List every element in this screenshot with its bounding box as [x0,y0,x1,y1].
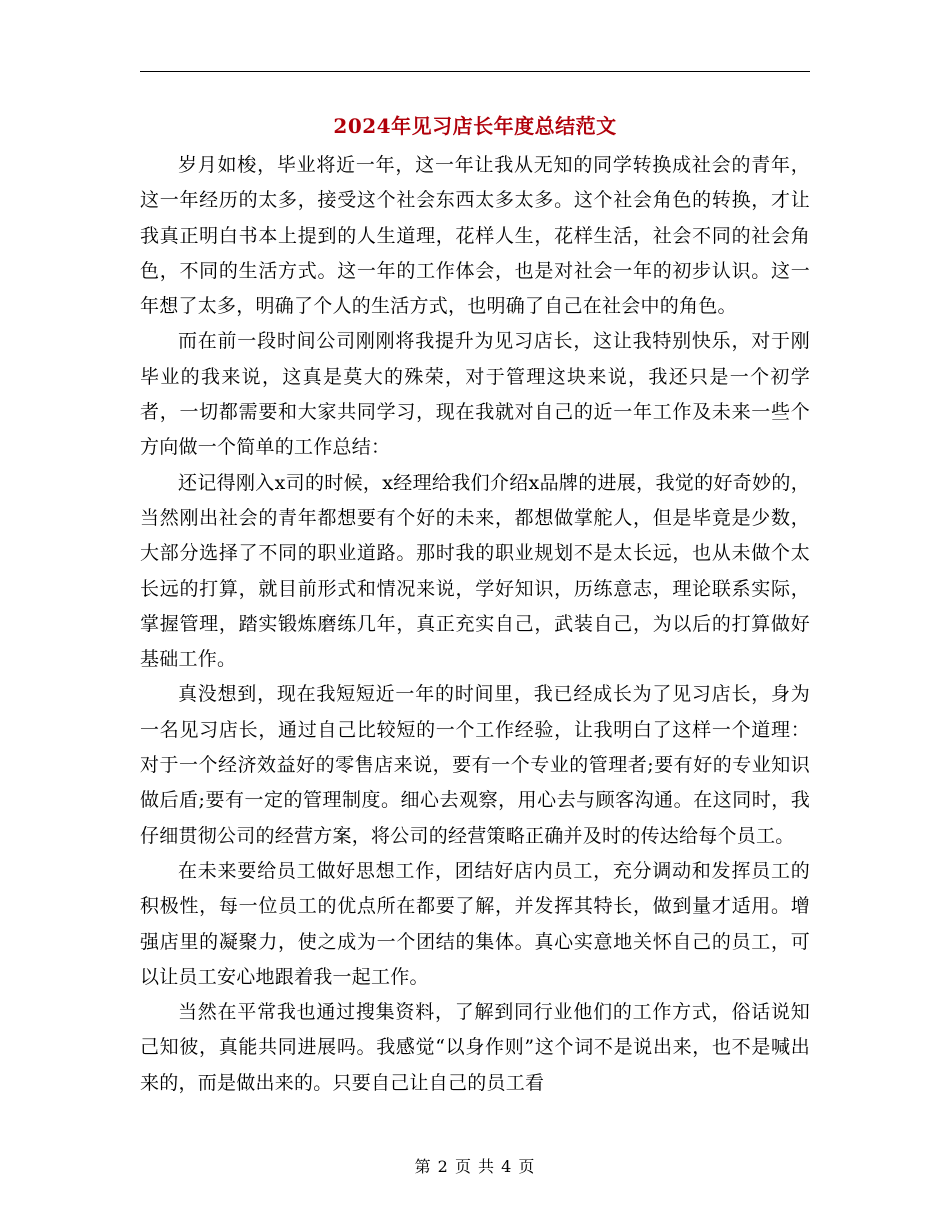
paragraph-2: 而在前一段时间公司刚刚将我提升为见习店长，这让我特别快乐，对于刚毕业的我来说，这真是莫大的殊荣，对于管理这块来说，我还只是一个初学者，一切都需要和大家共同学习，现在我就对自己的近一年工作及未来一些个方向做一个简单的工作总结： [140,330,810,459]
page-footer: 第 2 页 共 4 页 [414,1157,536,1176]
paragraph-6: 当然在平常我也通过搜集资料，了解到同行业他们的工作方式，俗话说知己知彼，真能共同进展吗。我感觉“以身作则”这个词不是说出来，也不是喊出来的，而是做出来的。只要自己让自己的员工看 [140,1001,810,1094]
paragraph-5: 在未来要给员工做好思想工作，团结好店内员工，充分调动和发挥员工的积极性，每一位员工的优点所在都要了解，并发挥其特长，做到量才适用。增强店里的凝聚力，使之成为一个团结的集体。真心实意地关怀自己的员工，可以让员工安心地跟着我一起工作。 [140,859,810,988]
paragraph-4: 真没想到，现在我短短近一年的时间里，我已经成长为了见习店长，身为一名见习店长，通过自己比较短的一个工作经验，让我明白了这样一个道理：对于一个经济效益好的零售店来说，要有一个专业的管理者;要有好的专业知识做后盾;要有一定的管理制度。细心去观察，用心去与顾客沟通。在这同时，我仔细贯彻公司的经营方案，将公司的经营策略正确并及时的传达给每个员工。 [140,683,810,847]
document-body [140,148,810,1101]
paragraph-3: 还记得刚入x司的时候，x经理给我们介绍x品牌的进展，我觉的好奇妙的，当然刚出社会的青年都想要有个好的未来，都想做掌舵人，但是毕竟是少数，大部分选择了不同的职业道路。那时我的职业规划不是太长远，也从未做个太长远的打算，就目前形式和情况来说，学好知识，历练意志，理论联系实际，掌握管理，踏实锻炼磨练几年，真正充实自己，武装自己，为以后的打算做好基础工作。 [140,471,810,671]
document-title: 2024年见习店长年度总结范文 [333,114,617,138]
paragraph-1: 岁月如梭，毕业将近一年，这一年让我从无知的同学转换成社会的青年，这一年经历的太多，接受这个社会东西太多太多。这个社会角色的转换，才让我真正明白书本上提到的人生道理，花样人生，花样生活，社会不同的社会角色，不同的生活方式。这一年的工作体会，也是对社会一年的初步认识。这一年想了太多，明确了个人的生活方式，也明确了自己在社会中的角色。 [140,154,810,318]
header-rule [140,71,810,72]
